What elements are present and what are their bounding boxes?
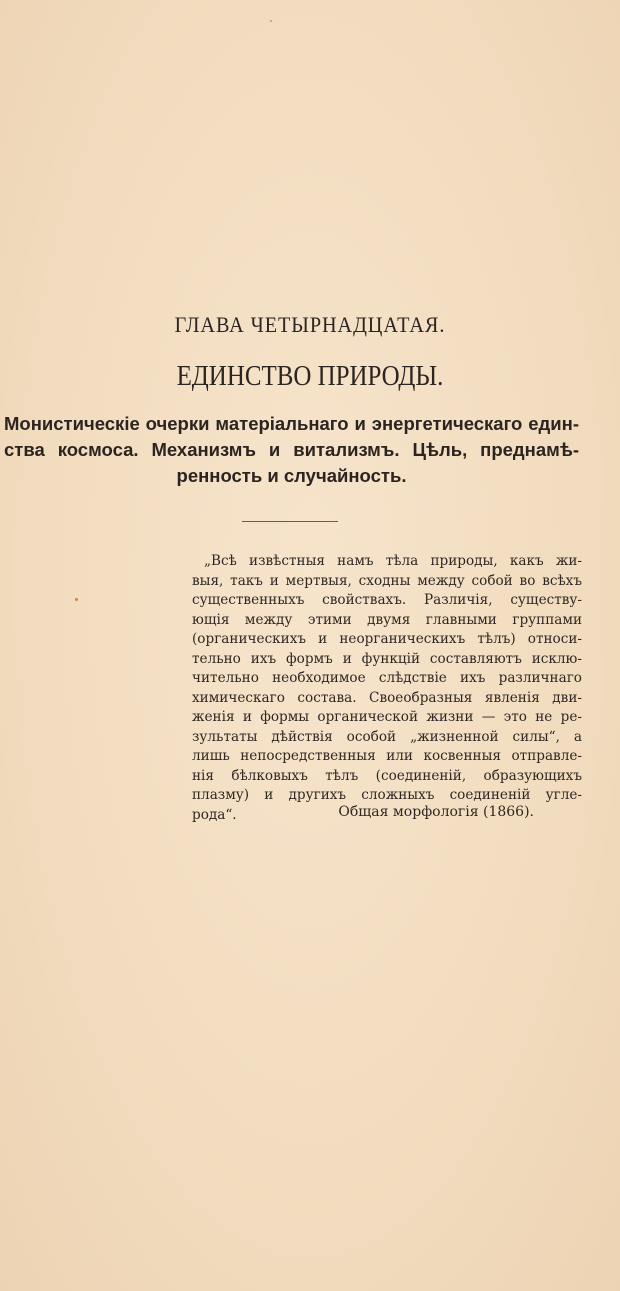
epigraph-line: тельно ихъ формъ и функцій составляютъ исклю- [192, 650, 582, 667]
chapter-title: ЕДИНСТВО ПРИРОДЫ. [176, 360, 444, 392]
epigraph-line: плазму) и другихъ сложныхъ соединеній угле- [192, 787, 582, 803]
paper-speck [75, 598, 78, 601]
epigraph-line: химическаго состава. Своеобразныя явленія дви- [192, 689, 582, 706]
summary-line: ства космоса. Механизмъ и витализмъ. Цѣль, преднамѣ- [4, 439, 579, 460]
epigraph-line: существенныхъ свойствахъ. Различія, существу- [192, 592, 582, 608]
epigraph-line: „Всѣ извѣстныя намъ тѣла природы, какъ жи- [204, 553, 582, 569]
epigraph-line: женія и формы органической жизни — это не ре- [192, 709, 582, 725]
epigraph-line: нія бѣлковыхъ тѣлъ (соединеній, образующихъ [192, 767, 582, 784]
epigraph-source: Общая морфологія (1866). [338, 804, 534, 820]
summary-line: ренность и случайность. [176, 465, 407, 486]
chapter-number: ГЛАВА ЧЕТЫРНАДЦАТАЯ. [174, 312, 446, 337]
epigraph-quote [192, 552, 582, 825]
epigraph-line: ющія между этими двумя главными группами [192, 611, 582, 628]
summary-line: Монистическіе очерки матеріальнаго и энергетическаго един- [4, 413, 579, 434]
epigraph-line: зультаты дѣйствія особой „жизненной силы“, а [192, 728, 582, 745]
section-divider [242, 521, 338, 522]
epigraph-line: рода“. [192, 806, 237, 823]
paper-speck [270, 20, 272, 22]
epigraph-line: выя, такъ и мертвыя, сходны между собой во всѣхъ [192, 572, 582, 589]
chapter-summary [4, 411, 579, 489]
epigraph-line: лишь непосредственныя или косвенныя отправле- [192, 748, 582, 764]
epigraph-line: (органическихъ и неорганическихъ тѣлъ) относи- [192, 631, 582, 647]
epigraph-line: чительно необходимое слѣдствіе ихъ различнаго [192, 670, 582, 686]
